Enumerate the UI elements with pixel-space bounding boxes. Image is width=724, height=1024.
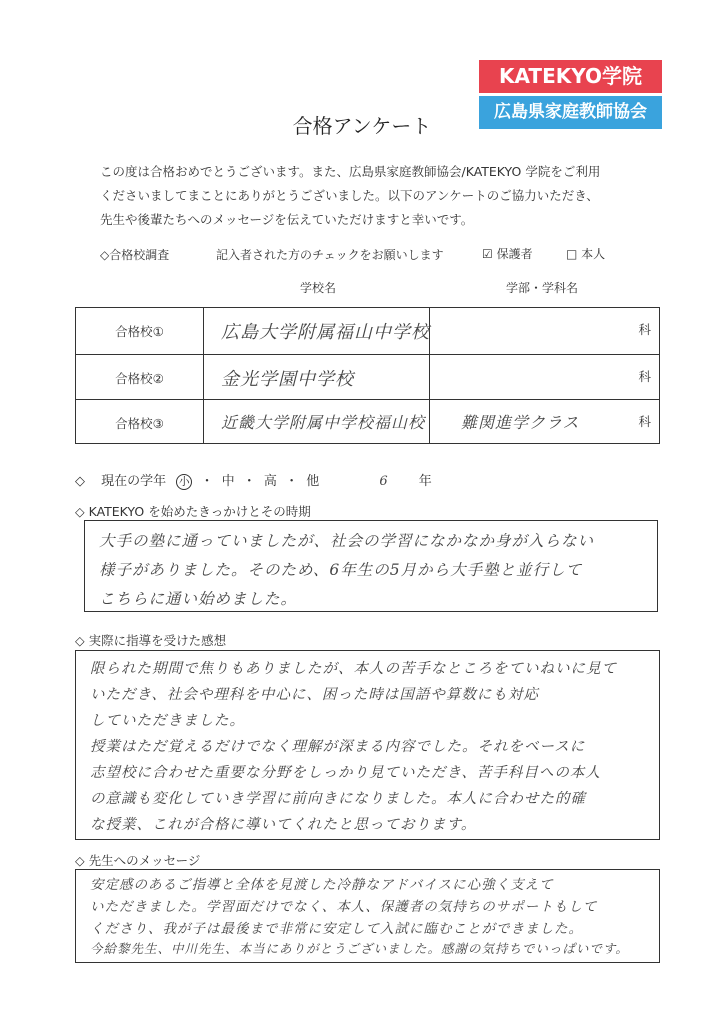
answer-line: 安定感のあるご指導と全体を見渡した冷静なアドバイスに心強く支えて (90, 877, 554, 893)
answer-line: 限られた期間で焦りもありましたが、本人の苦手なところをていねいに見て (90, 661, 617, 677)
answer-line: くださり、我が子は最後まで非常に安定して入試に臨むことができました。 (90, 921, 583, 937)
table-row (76, 308, 659, 353)
grade-option[interactable]: 高 (263, 474, 277, 489)
dept-suffix: 科 (638, 322, 651, 337)
answer-line: いただきました。学習面だけでなく、本人、保護者の気持ちのサポートもして (90, 899, 598, 915)
katekyo-logo: KATEKYO学院 (479, 60, 662, 93)
answer-line: 大手の塾に通っていましたが、社会の学習になかなか身が入らない (99, 532, 595, 550)
association-logo: 広島県家庭教師協会 (479, 96, 662, 129)
answer-line: 授業はただ覚えるだけでなく理解が深まる内容でした。それをベースに (90, 739, 586, 755)
guardian-checkbox[interactable] (482, 245, 533, 262)
self-checkbox[interactable] (566, 245, 605, 262)
message-answer-box[interactable] (75, 869, 660, 963)
checkbox-checked-icon: ☑ (482, 247, 493, 261)
table-row (76, 399, 659, 445)
guardian-label: 保護者 (496, 247, 533, 261)
school-name[interactable]: 近畿大学附属中学校福山校 (221, 413, 426, 432)
grade-row (75, 470, 432, 490)
grade-option-selected[interactable]: 小 (176, 474, 192, 490)
survey-instruction: 記入者された方のチェックをお願いします (216, 248, 444, 262)
grade-separator: ・ (285, 474, 299, 489)
intro-line-1: この度は合格おめでとうございます。また、広島県家庭教師協会/KATEKYO 学院をご利用 (100, 164, 601, 179)
impression-heading: ◇ 実際に指導を受けた感想 (75, 633, 227, 648)
checkbox-empty-icon: □ (566, 247, 578, 261)
dept-suffix: 科 (638, 369, 651, 384)
answer-line: 志望校に合わせた重要な分野をしっかり見ていただき、苦手科目への本人 (90, 765, 601, 781)
intro-line-3: 先生や後輩たちへのメッセージを伝えていただけますと幸いです。 (100, 212, 474, 227)
grade-separator: ・ (242, 474, 256, 489)
grade-option[interactable]: 中 (221, 474, 235, 489)
trigger-heading: ◇ KATEKYO を始めたきっかけとその時期 (75, 504, 311, 519)
school-label: 合格校② (115, 371, 164, 386)
grade-unit: 年 (418, 474, 432, 489)
answer-line: していただきました。 (90, 713, 245, 729)
intro-line-2: くださいましてまことにありがとうございました。以下のアンケートのご協力いただき、 (100, 188, 599, 203)
answer-line: の意識も変化していき学習に前向きになりました。本人に合わせた的確 (90, 791, 586, 807)
message-heading: ◇ 先生へのメッセージ (75, 853, 201, 868)
schools-table (75, 307, 660, 444)
grade-separator: ・ (200, 474, 214, 489)
grade-number[interactable]: 6 (379, 474, 389, 489)
answer-line: 今給黎先生、中川先生、本当にありがとうございました。感謝の気持ちでいっぱいです。 (90, 941, 629, 956)
col-dept-header: 学部・学科名 (506, 281, 579, 295)
answer-line: こちらに通い始めました。 (99, 590, 298, 608)
school-label: 合格校③ (115, 416, 164, 431)
grade-option[interactable]: 他 (306, 474, 320, 489)
answer-line: いただき、社会や理科を中心に、困った時は国語や算数にも対応 (90, 687, 539, 703)
page-title: 合格アンケート (292, 114, 432, 138)
table-row (76, 354, 659, 400)
school-name[interactable]: 広島大学附属福山中学校 (221, 322, 430, 343)
school-name[interactable]: 金光学園中学校 (221, 369, 354, 390)
answer-line: な授業、これが合格に導いてくれたと思っております。 (90, 817, 477, 833)
survey-heading: ◇合格校調査 (100, 248, 170, 262)
self-label: 本人 (581, 247, 606, 261)
diamond-icon: ◇ (75, 474, 85, 489)
impression-answer-box[interactable] (75, 650, 660, 840)
school-dept[interactable]: 難関進学クラス (461, 413, 580, 432)
school-label: 合格校① (115, 324, 164, 339)
dept-suffix: 科 (638, 414, 651, 429)
grade-label: 現在の学年 (101, 474, 167, 489)
col-school-header: 学校名 (300, 281, 337, 295)
trigger-answer-box[interactable] (84, 520, 658, 612)
answer-line: 様子がありました。そのため、6年生の5月から大手塾と並行して (99, 561, 583, 579)
